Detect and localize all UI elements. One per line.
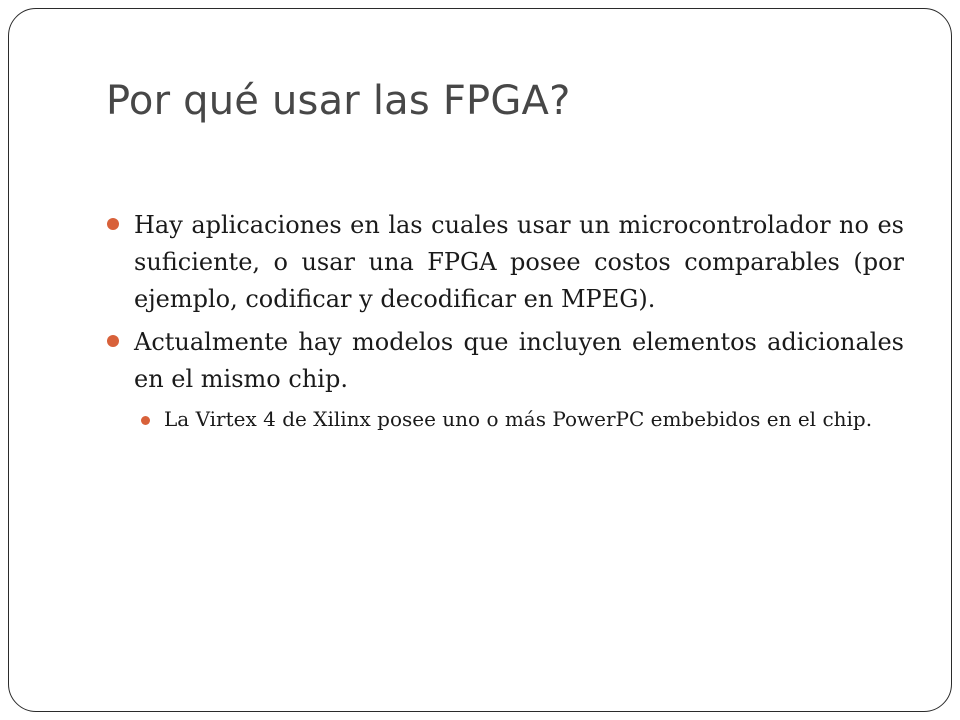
bullet-dot-icon [107, 335, 119, 347]
sub-bullet-item-1 [164, 404, 904, 435]
bullet-text: Actualmente hay modelos que incluyen elementos adicionales en el mismo chip. [134, 328, 904, 393]
slide-content [134, 207, 904, 435]
sub-bullet-text: La Virtex 4 de Xilinx posee uno o más PowerPC embebidos en el chip. [164, 407, 873, 431]
bullet-item-2 [134, 324, 904, 398]
sub-bullet-dot-icon [141, 416, 150, 425]
slide-title: Por qué usar las FPGA? [106, 78, 571, 124]
bullet-dot-icon [107, 218, 119, 230]
bullet-text: Hay aplicaciones en las cuales usar un microcontrolador no es suficiente, o usar una FPGA posee costos comparables (por ejemplo, codificar y decodificar en MPEG). [134, 211, 904, 313]
bullet-item-1 [134, 207, 904, 318]
